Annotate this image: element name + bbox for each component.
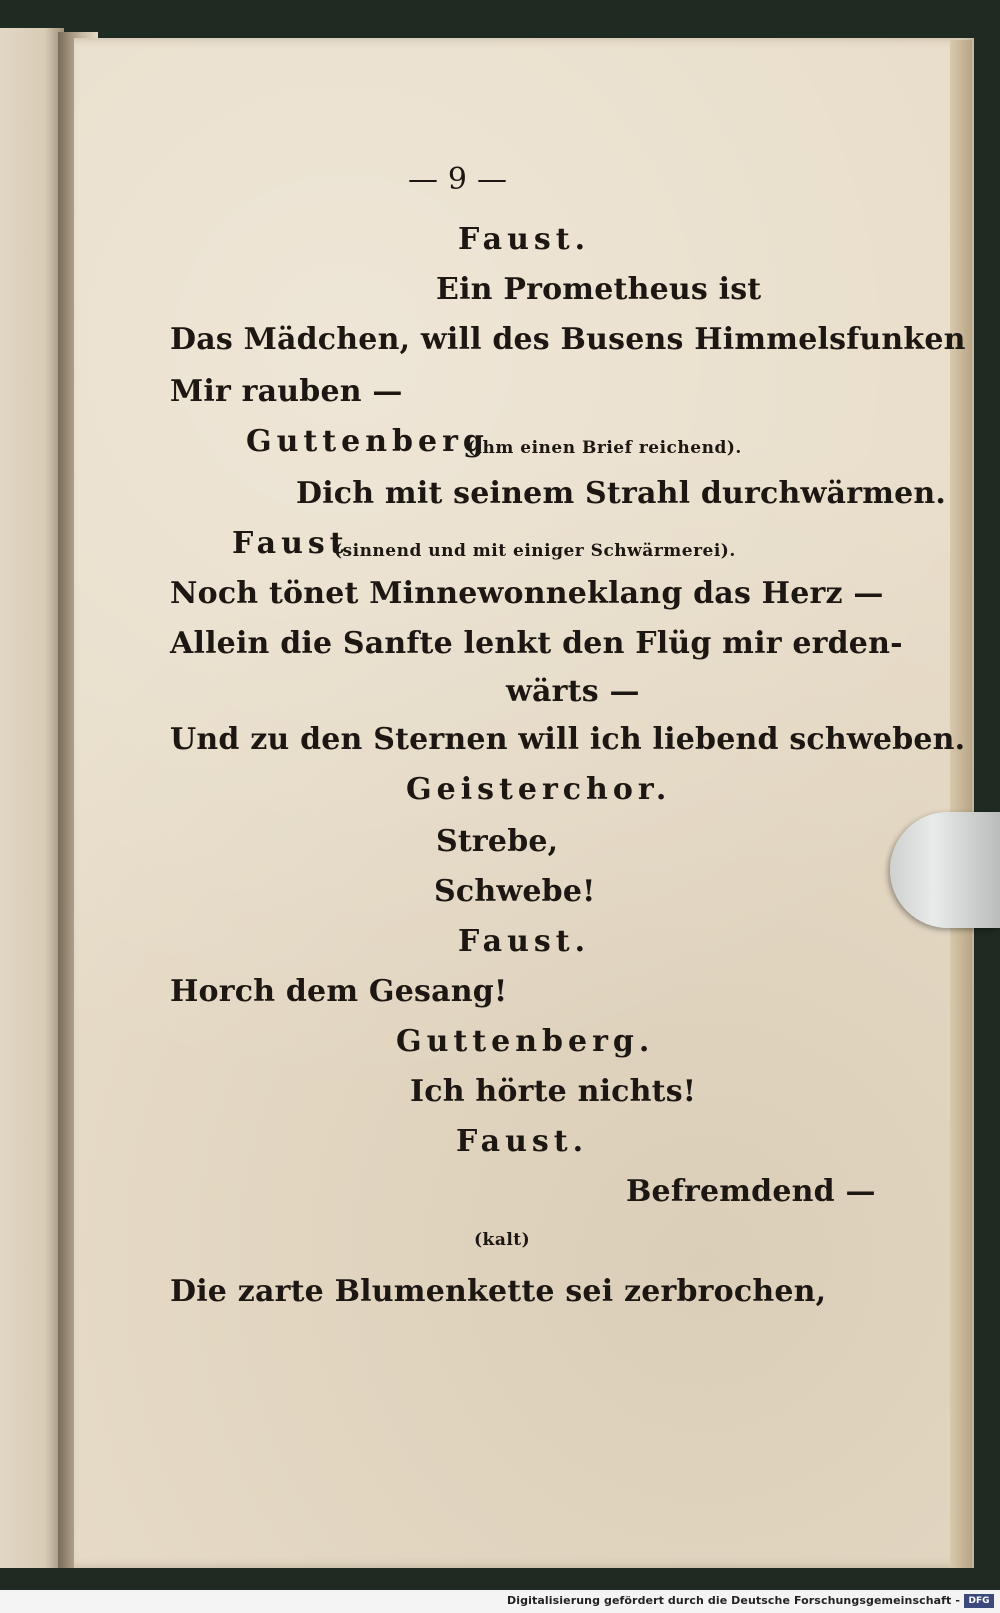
verse-line: Horch dem Gesang!	[170, 974, 508, 1009]
speaker-guttenberg: Guttenberg.	[396, 1024, 655, 1059]
page-number: — 9 —	[408, 162, 508, 197]
dfg-logo: DFG	[964, 1594, 994, 1608]
stage-direction: (ihm einen Brief reichend).	[467, 438, 742, 458]
stage-direction: (sinnend und mit einiger Schwärmerei).	[334, 541, 736, 561]
stage-direction: (kalt)	[474, 1230, 531, 1250]
verse-line: Dich mit seinem Strahl durchwärmen.	[296, 476, 947, 511]
page-clip	[890, 812, 1000, 928]
verse-line: Strebe,	[436, 824, 559, 859]
verse-line: Allein die Sanfte lenkt den Flüg mir erden-	[170, 626, 903, 661]
verse-line: Schwebe!	[434, 874, 596, 909]
verse-line: Ein Prometheus ist	[436, 272, 762, 307]
verse-line: Noch tönet Minnewonneklang das Herz —	[170, 576, 884, 611]
speaker-faust: Faust.	[456, 1124, 589, 1159]
speaker-guttenberg: Guttenberg	[246, 424, 489, 459]
speaker-faust: Faust.	[458, 924, 591, 959]
verse-line: Die zarte Blumenkette sei zerbrochen,	[170, 1274, 827, 1309]
verse-line: Befremdend —	[626, 1174, 876, 1209]
speaker-faust: Faust	[232, 526, 349, 561]
verse-line: Ich hörte nichts!	[410, 1074, 697, 1109]
verse-line: Und zu den Sternen will ich liebend schweben.	[170, 722, 966, 757]
speaker-faust: Faust.	[458, 222, 591, 257]
previous-page-edge	[0, 28, 64, 1568]
verse-line: Das Mädchen, will des Busens Himmelsfunken	[170, 322, 966, 357]
page-stack-edge	[950, 40, 972, 1568]
verse-line: Mir rauben —	[170, 374, 403, 409]
funding-notice: Digitalisierung gefördert durch die Deutsche Forschungsgemeinschaft -	[507, 1594, 960, 1607]
verse-line: wärts —	[506, 674, 640, 709]
speaker-geisterchor: Geisterchor.	[406, 772, 672, 807]
